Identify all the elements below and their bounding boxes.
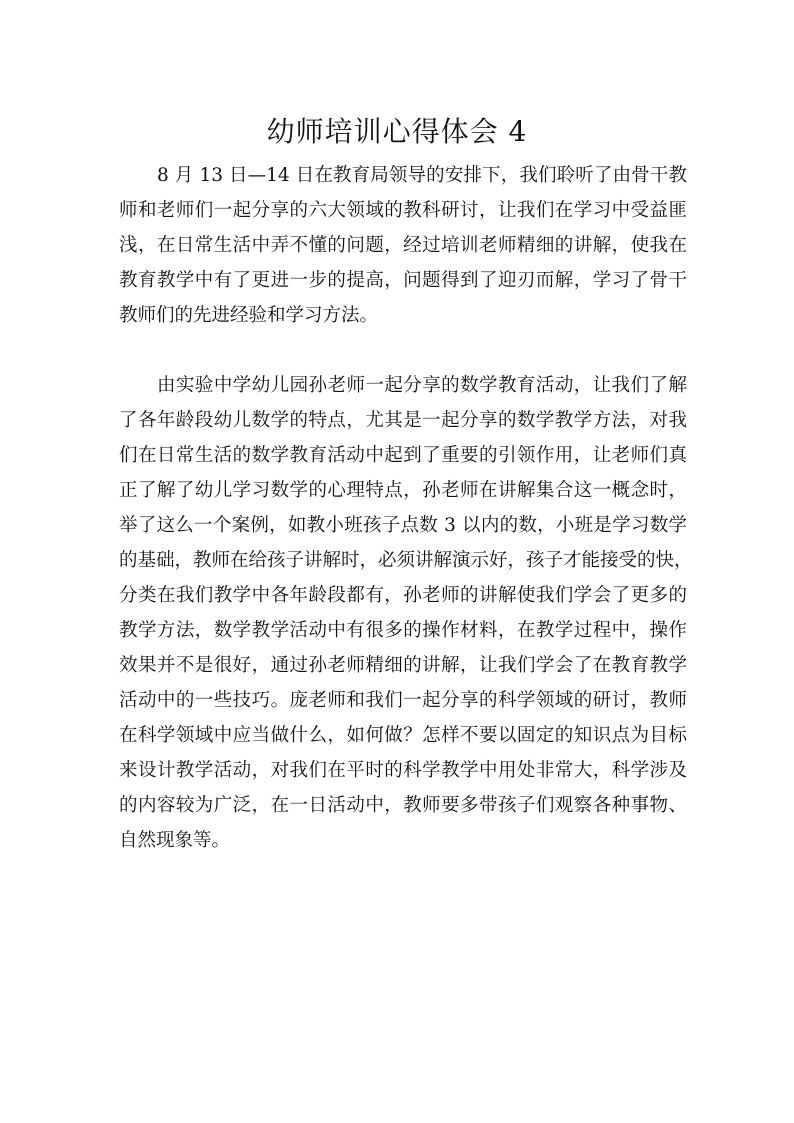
paragraph-line: 的内容较为广泛，在一日活动中，教师要多带孩子们观察各种事物、 bbox=[119, 795, 687, 816]
paragraph-line: 自然现象等。 bbox=[119, 830, 231, 851]
paragraph-line: 效果并不是很好，通过孙老师精细的讲解，让我们学会了在教育教学 bbox=[119, 655, 687, 676]
paragraph-1 bbox=[119, 158, 687, 333]
paragraph-line: 由实验中学幼儿园孙老师一起分享的数学教育活动，让我们了解 bbox=[157, 375, 687, 396]
document-title: 幼师培训心得体会 4 bbox=[266, 115, 528, 148]
paragraph-line: 来设计教学活动，对我们在平时的科学教学中用处非常大，科学涉及 bbox=[119, 760, 687, 781]
paragraph-line: 在科学领域中应当做什么，如何做？怎样不要以固定的知识点为目标 bbox=[119, 725, 687, 746]
paragraph-line: 师和老师们一起分享的六大领域的教科研讨，让我们在学习中受益匪 bbox=[119, 200, 687, 221]
paragraph-line: 分类在我们教学中各年龄段都有，孙老师的讲解使我们学会了更多的 bbox=[119, 585, 687, 606]
paragraph-line: 8 月 13 日—14 日在教育局领导的安排下，我们聆听了由骨干教 bbox=[157, 165, 687, 186]
paragraph-line: 教学方法，数学教学活动中有很多的操作材料，在教学过程中，操作 bbox=[119, 620, 687, 641]
paragraph-line: 教师们的先进经验和学习方法。 bbox=[119, 305, 379, 326]
paragraph-2 bbox=[119, 368, 693, 858]
paragraph-line: 了各年龄段幼儿数学的特点，尤其是一起分享的数学教学方法，对我 bbox=[119, 410, 687, 431]
paragraph-line: 正了解了幼儿学习数学的心理特点，孙老师在讲解集合这一概念时， bbox=[119, 480, 687, 501]
paragraph-line: 们在日常生活的数学教育活动中起到了重要的引领作用，让老师们真 bbox=[119, 445, 687, 466]
paragraph-line: 举了这么一个案例，如教小班孩子点数 3 以内的数，小班是学习数学 bbox=[119, 515, 687, 536]
paragraph-line: 的基础，教师在给孩子讲解时，必须讲解演示好，孩子才能接受的快， bbox=[119, 550, 693, 571]
paragraph-line: 活动中的一些技巧。庞老师和我们一起分享的科学领域的研讨，教师 bbox=[119, 690, 687, 711]
paragraph-line: 教育教学中有了更进一步的提高，问题得到了迎刃而解，学习了骨干 bbox=[119, 270, 687, 291]
paragraph-line: 浅，在日常生活中弄不懂的问题，经过培训老师精细的讲解，使我在 bbox=[119, 235, 687, 256]
document-body bbox=[119, 158, 693, 858]
